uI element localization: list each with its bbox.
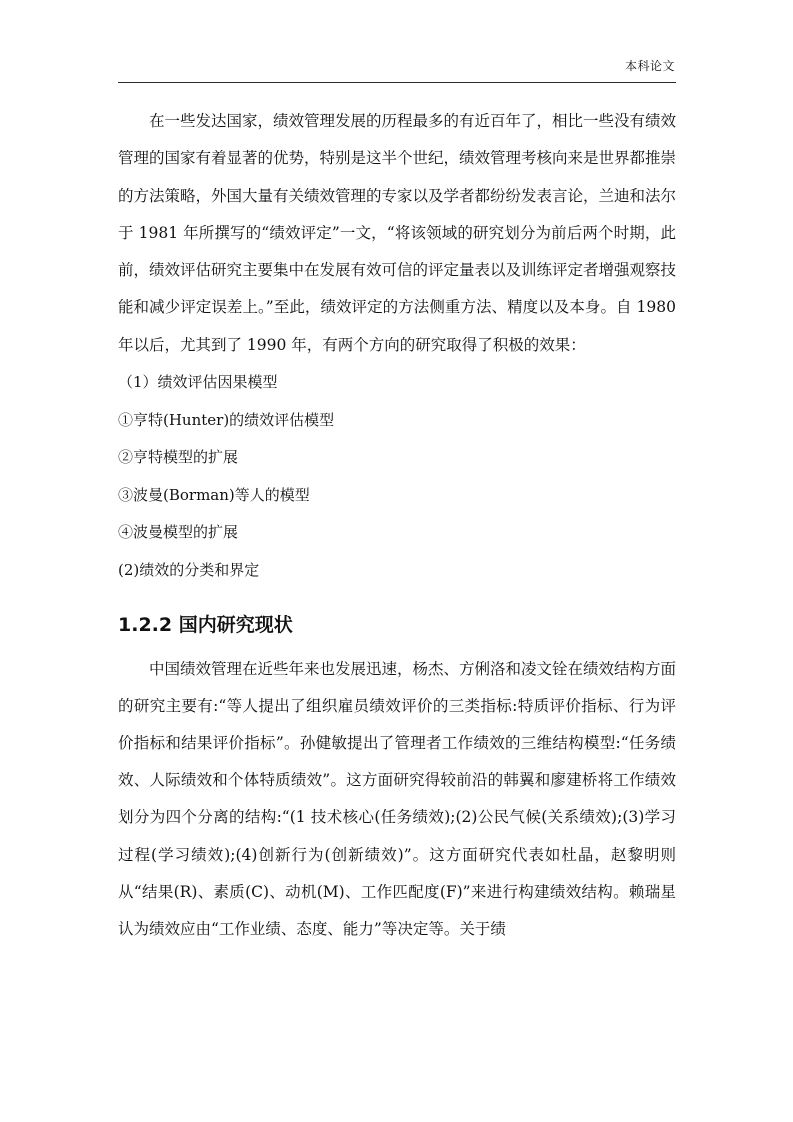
section-paragraph: 中国绩效管理在近些年来也发展迅速，杨杰、方俐洛和凌文铨在绩效结构方面的研究主要有:“等人提出了组织雇员绩效评价的三类指标:特质评价指标、行为评价指标和结果评价指标”。孙健敏提出了管理者工作绩效的三维结构模型:“任务绩效、人际绩效和个体特质绩效”。这方面研究得较前沿的韩翼和廖建桥将工作绩效划分为四个分离的结构:“(1 技术核心(任务绩效);(2)公民气候(关系绩效);(3)学习过程(学习绩效);(4)创新行为(创新绩效)”。这方面研究代表如杜晶，赵黎明则从“结果(R)、素质(C)、动机(M)、工作匹配度(F)”来进行构建绩效结构。赖瑞星认为绩效应由“工作业绩、态度、能力”等决定等。关于绩	[118, 659, 677, 939]
intro-paragraph: 在一些发达国家，绩效管理发展的历程最多的有近百年了，相比一些没有绩效管理的国家有着显著的优势，特别是这半个世纪，绩效管理考核向来是世界都推崇的方法策略，外国大量有关绩效管理的专家以及学者都纷纷发表言论，兰迪和法尔于 1981 年所撰写的“绩效评定”一文，“将该领域的研究划分为前后两个时期，此前，绩效评估研究主要集中在发展有效可信的评定量表以及训练评定者增强观察技能和减少评定误差上。”至此，绩效评定的方法侧重方法、精度以及本身。自 1980 年以后，尤其到了 1990 年，有两个方向的研究取得了积极的效果：	[118, 112, 677, 354]
list-item: ②亨特模型的扩展	[118, 448, 239, 467]
list-item: (2)绩效的分类和界定	[118, 561, 260, 580]
list-item: ③波曼(Borman)等人的模型	[118, 485, 310, 504]
document-body	[118, 103, 676, 948]
page-header-title: 本科论文	[624, 59, 675, 73]
list-item: ④波曼模型的扩展	[118, 523, 239, 542]
section-heading: 1.2.2 国内研究现状	[118, 613, 293, 636]
list-item: （1）绩效评估因果模型	[118, 373, 278, 392]
model-list	[118, 364, 676, 590]
header-divider	[118, 82, 676, 83]
list-item: ①亨特(Hunter)的绩效评估模型	[118, 410, 335, 429]
